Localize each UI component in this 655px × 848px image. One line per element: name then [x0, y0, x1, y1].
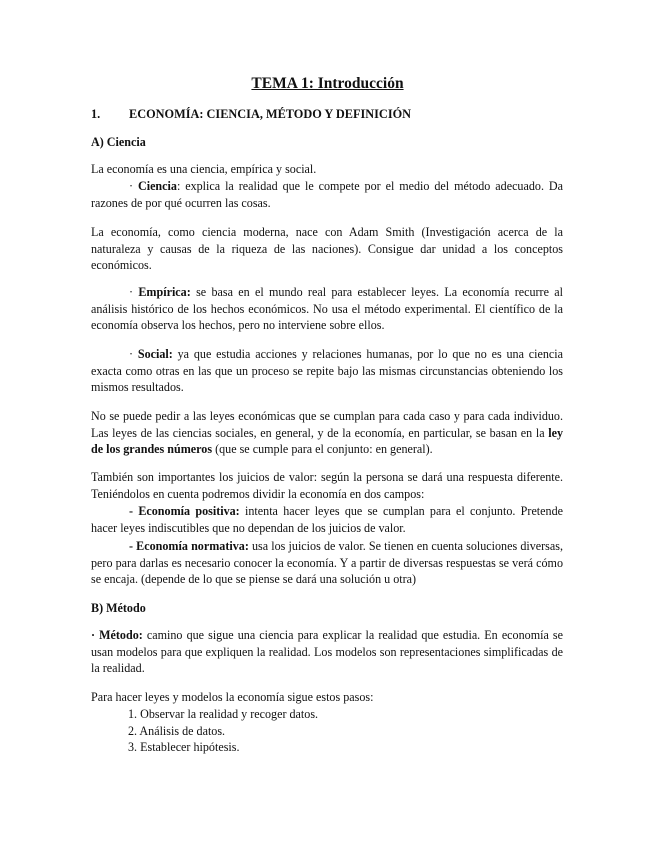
text-metodo: camino que sigue una ciencia para explicar la realidad que estudia. En economía se usan modelos para que expliquen la realidad. Los modelos son representaciones simplificadas de la realidad. [91, 628, 563, 676]
paragraph-pasos-intro: Para hacer leyes y modelos la economía sigue estos pasos: [91, 690, 374, 704]
paragraph-economia-normativa [91, 538, 563, 588]
section-heading [91, 106, 571, 123]
list-item: 2. Análisis de datos. [128, 723, 226, 738]
list-item: 1. Observar la realidad y recoger datos. [128, 707, 319, 721]
paragraph-empirica [91, 284, 563, 334]
term-empirica: Empírica: [138, 285, 191, 299]
paragraph-ciencia [91, 178, 563, 211]
text-economia-positiva: intenta hacer leyes que se cumplan para el conjunto. Pretende hacer leyes indiscutibles que no dependan de los juicios de valor. [91, 504, 563, 535]
paragraph-metodo [91, 627, 563, 677]
list-item: 3. Establecer hipótesis. [128, 740, 240, 755]
term-economia-normativa: - Economía normativa: [129, 539, 249, 553]
text-leyes-before: No se puede pedir a las leyes económicas que se cumplan para cada caso y para cada individuo. Las leyes de las ciencias sociales, en general, y de la economía, en particular, se basan en la [91, 409, 563, 440]
steps-list [128, 706, 548, 756]
bullet: · [129, 285, 139, 299]
text-empirica: se basa en el mundo real para establecer leyes. La economía recurre al análisis histórico de los hechos económicos. No usa el método experimental. El científico de la economía observa los hechos, pero no interviene sobre ellos. [91, 285, 563, 333]
paragraph-adam-smith: La economía, como ciencia moderna, nace con Adam Smith (Investigación acerca de la naturaleza y causas de la riqueza de las naciones). Consigue dar unidad a los conceptos económicos. [91, 225, 563, 273]
term-ciencia: Ciencia [137, 179, 177, 193]
subsection-heading-metodo: B) Método [91, 601, 146, 615]
section-title: ECONOMÍA: CIENCIA, MÉTODO Y DEFINICIÓN [129, 107, 412, 121]
subsection-heading-ciencia: A) Ciencia [91, 135, 146, 149]
paragraph-economia-positiva [91, 503, 563, 536]
text-social: ya que estudia acciones y relaciones humanas, por lo que no es una ciencia exacta como otras en las que un proceso se repite bajo las mismas circunstancias obteniendo los mismos resultados. [91, 347, 563, 395]
bullet: · [129, 179, 138, 193]
page-title: TEMA 1: Introducción [251, 75, 404, 92]
text-economia-normativa: usa los juicios de valor. Se tienen en cuenta soluciones diversas, pero para darlas es necesario conocer la economía. Y a partir de diversas respuestas se verá cómo se encaja. (depende de lo que se piense se dará una solución u otra) [91, 539, 563, 587]
paragraph-social [91, 346, 563, 396]
section-number: 1. [91, 107, 101, 121]
paragraph-intro: La economía es una ciencia, empírica y social. [91, 162, 317, 176]
paragraph-juicios: También son importantes los juicios de valor: según la persona se dará una respuesta diferente. Teniéndolos en cuenta podremos dividir la economía en dos campos: [91, 470, 563, 501]
term-social: Social: [137, 347, 173, 361]
paragraph-leyes [91, 408, 563, 458]
term-metodo: Método: [99, 628, 143, 642]
text-ciencia: : explica la realidad que le compete por el medio del método adecuado. Da razones de por qué ocurren las cosas. [91, 179, 563, 210]
bullet: · [129, 347, 138, 361]
text-leyes-after: (que se cumple para el conjunto: en general). [212, 442, 433, 457]
bullet: · [91, 628, 100, 642]
term-economia-positiva: - Economía positiva: [129, 504, 240, 518]
term-ley-grandes-numeros: ley de los grandes números [91, 425, 563, 457]
